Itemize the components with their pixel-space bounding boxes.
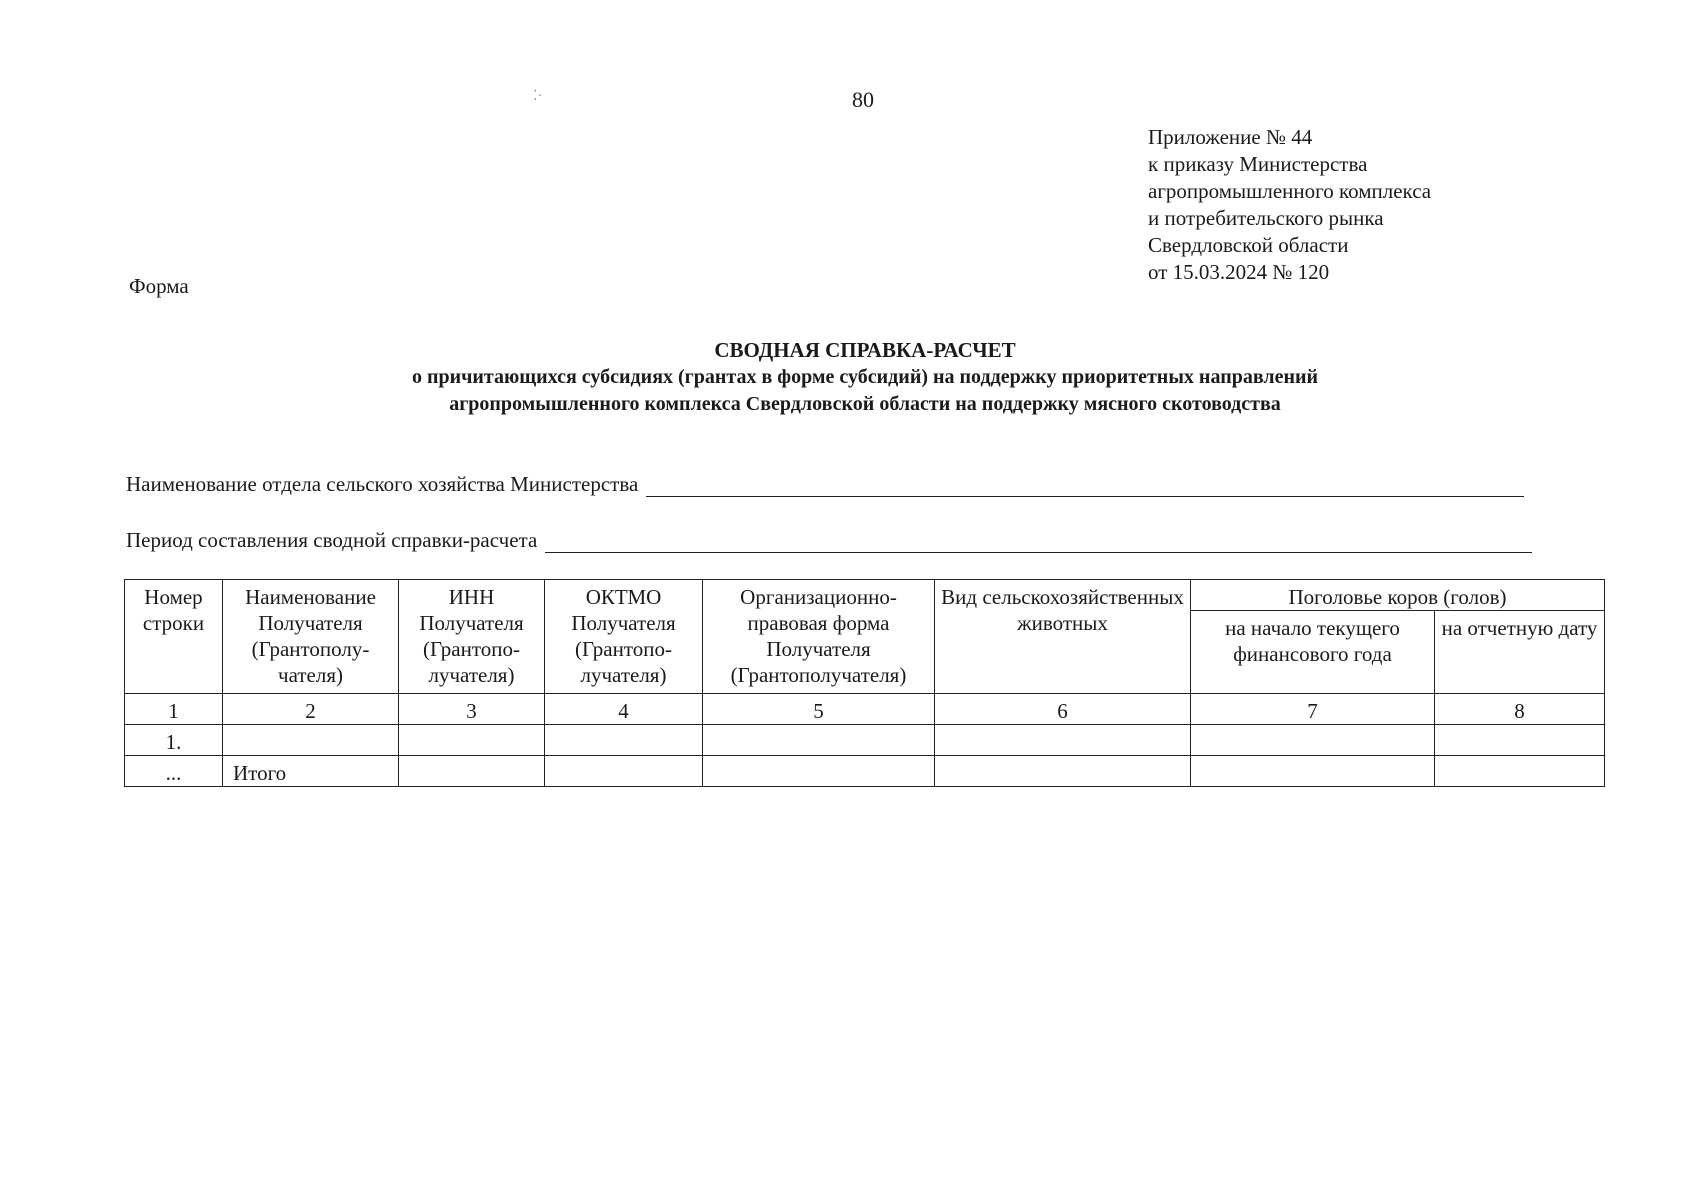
header-cow-herd-group: Поголовье коров (голов) [1191,580,1605,611]
total-label: Итого [223,756,399,787]
table-cell [1435,725,1605,756]
table-cell [1191,756,1435,787]
table-cell [545,756,703,787]
form-label: Форма [129,274,189,298]
column-number: 4 [545,694,703,725]
table-cell [545,725,703,756]
summary-table [124,579,1605,787]
header-reporting-date: на отчетную дату [1435,611,1605,694]
department-label: Наименование отдела сельского хозяйства Министерства [126,472,639,496]
appendix-line: от 15.03.2024 № 120 [1148,260,1330,284]
appendix-line: и потребительского рынка [1148,206,1384,230]
appendix-line: Приложение № 44 [1148,125,1313,149]
column-number: 3 [399,694,545,725]
document-title [160,337,1570,418]
header-start-of-year: на начало текущего финансового года [1191,611,1435,694]
table-cell [1191,725,1435,756]
column-number: 7 [1191,694,1435,725]
header-row-number: Номер строки [125,580,223,694]
department-field [126,472,1524,497]
appendix-line: Свердловской области [1148,233,1349,257]
header-animal-type: Вид сельскохозяйственных животных [935,580,1191,694]
header-oktmo: ОКТМО Получателя (Грантопо-лучателя) [545,580,703,694]
page-number: 80 [852,87,874,112]
header-recipient-name: Наименование Получателя (Грантополу-чателя) [223,580,399,694]
department-blank-line[interactable] [646,474,1524,497]
table-cell [703,756,935,787]
table-cell [399,756,545,787]
table-cell: ... [125,756,223,787]
scan-speck: ⁚· [533,89,543,104]
appendix-block [1148,124,1431,286]
column-number-row [125,694,1605,725]
header-legal-form: Организационно-правовая форма Получателя (Грантополучателя) [703,580,935,694]
header-inn: ИНН Получателя (Грантопо-лучателя) [399,580,545,694]
table-cell [399,725,545,756]
appendix-line: агропромышленного комплекса [1148,179,1432,203]
period-blank-line[interactable] [545,530,1532,553]
table-row-total [125,756,1605,787]
title-main: СВОДНАЯ СПРАВКА-РАСЧЕТ [714,338,1016,362]
column-number: 8 [1435,694,1605,725]
table-cell: 1. [125,725,223,756]
column-number: 1 [125,694,223,725]
column-number: 2 [223,694,399,725]
title-line-3: агропромышленного комплекса Свердловской области на поддержку мясного скотоводства [449,393,1281,415]
title-line-2: о причитающихся субсидиях (грантах в форме субсидий) на поддержку приоритетных направлений [411,366,1319,388]
table-row [125,725,1605,756]
period-field [126,528,1532,553]
header-row-1 [125,580,1605,611]
appendix-line: к приказу Министерства [1148,152,1368,176]
column-number: 6 [935,694,1191,725]
period-label: Период составления сводной справки-расчета [126,528,538,552]
table-cell [935,756,1191,787]
column-number: 5 [703,694,935,725]
table-cell [1435,756,1605,787]
table-cell [223,725,399,756]
table-cell [703,725,935,756]
table-cell [935,725,1191,756]
